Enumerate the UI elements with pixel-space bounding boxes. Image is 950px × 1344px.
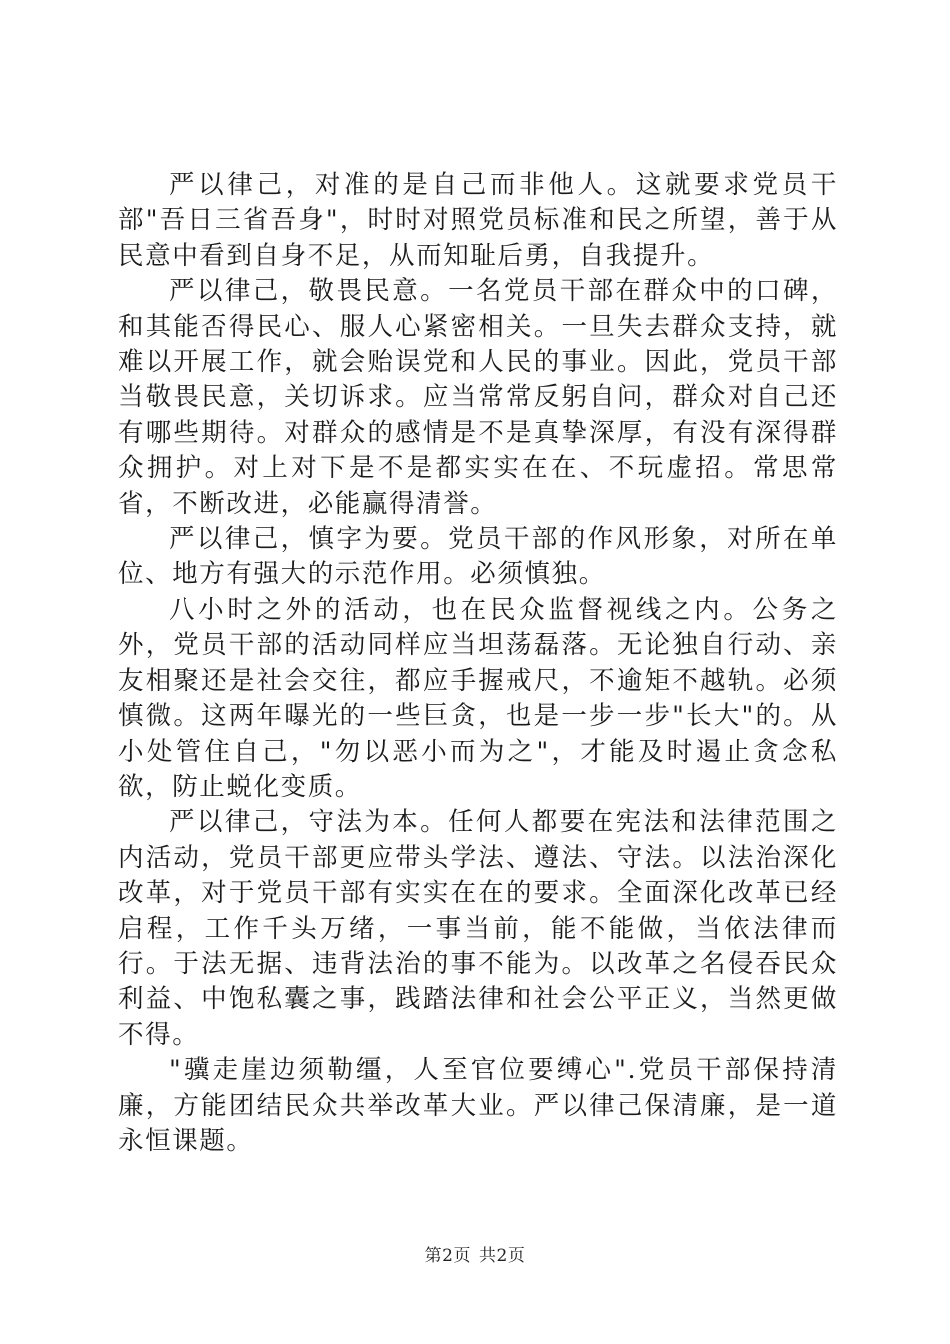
document-body: [118, 168, 838, 1159]
page-number-total: 共2页: [479, 1246, 526, 1266]
page-number-current: 第2页: [424, 1246, 471, 1266]
paragraph: 八小时之外的活动，也在民众监督视线之内。公务之外，党员干部的活动同样应当坦荡磊落。无论独自行动、亲友相聚还是社会交往，都应手握戒尺，不逾矩不越轨。必须慎微。这两年曝光的一些巨贪，也是一步一步"长大"的。从小处管住自己，"勿以恶小而为之"，才能及时遏止贪念私欲，防止蜕化变质。: [118, 594, 838, 802]
paragraph: "骥走崖边须勒缰，人至官位要缚心".党员干部保持清廉，方能团结民众共举改革大业。严以律己保清廉，是一道永恒课题。: [118, 1055, 838, 1156]
paragraph: 严以律己，守法为本。任何人都要在宪法和法律范围之内活动，党员干部更应带头学法、遵法、守法。以法治深化改革，对于党员干部有实实在在的要求。全面深化改革已经启程，工作千头万绪，一事当前，能不能做，当依法律而行。于法无据、违背法治的事不能为。以改革之名侵吞民众利益、中饱私囊之事，践踏法律和社会公平正义，当然更做不得。: [118, 807, 838, 1050]
paragraph: 严以律己，对准的是自己而非他人。这就要求党员干部"吾日三省吾身"，时时对照党员标准和民之所望，善于从民意中看到自身不足，从而知耻后勇，自我提升。: [118, 170, 838, 271]
paragraph: 严以律己，慎字为要。党员干部的作风形象，对所在单位、地方有强大的示范作用。必须慎独。: [118, 524, 838, 590]
paragraph: 严以律己，敬畏民意。一名党员干部在群众中的口碑，和其能否得民心、服人心紧密相关。一旦失去群众支持，就难以开展工作，就会贻误党和人民的事业。因此，党员干部当敬畏民意，关切诉求。应当常常反躬自问，群众对自己还有哪些期待。对群众的感情是不是真挚深厚，有没有深得群众拥护。对上对下是不是都实实在在、不玩虚招。常思常省，不断改进，必能赢得清誉。: [118, 276, 838, 519]
page-footer: [0, 1244, 950, 1268]
